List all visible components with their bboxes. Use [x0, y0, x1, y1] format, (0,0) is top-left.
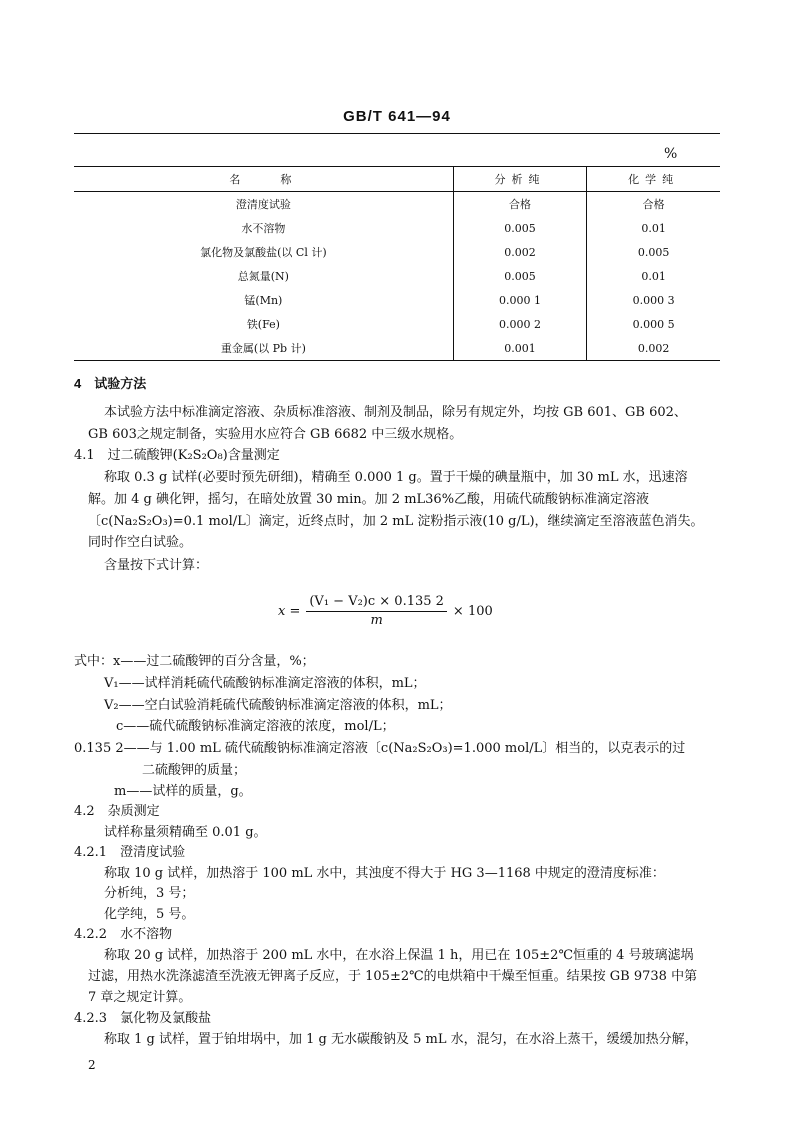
- section-4-2-2-heading: 4.2.2 水不溶物: [74, 927, 173, 942]
- table-header-row: [74, 167, 720, 192]
- cell-analytical: 0.002: [453, 240, 587, 264]
- cell-analytical: 合格: [453, 192, 587, 217]
- section-4-1-heading: 4.1 过二硫酸钾(K₂S₂O₈)含量测定: [74, 448, 280, 463]
- cell-chemical: 0.000 5: [587, 312, 720, 336]
- section-4-1-para-line-1: 称取 0.3 g 试样(必要时预先研细)，精确至 0.000 1 g。置于干燥的碘量瓶中，加 30 mL 水，迅速溶: [104, 470, 688, 485]
- cell-analytical: 0.005: [453, 216, 587, 240]
- section-4-2-1-para-line-3: 化学纯，5 号。: [104, 907, 195, 922]
- definition-c: c——硫代硫酸钠标准滴定溶液的浓度，mol/L；: [116, 719, 395, 734]
- page-number: 2: [88, 1058, 96, 1072]
- section-4-2-2-para-line-2: 过滤，用热水洗涤滤渣至洗液无钾离子反应，于 105±2℃的电烘箱中干燥至恒重。结果按 GB 9738 中第: [88, 969, 698, 984]
- spec-table: [74, 166, 720, 361]
- cell-item: 重金属(以 Pb 计): [74, 336, 453, 361]
- header-name: 名 称: [229, 173, 298, 186]
- formula-lhs: x =: [278, 603, 301, 619]
- section-4-2-3-heading: 4.2.3 氯化物及氯酸盐: [74, 1011, 212, 1026]
- cell-item: 水不溶物: [241, 222, 286, 235]
- definition-x: 式中：x——过二硫酸钾的百分含量，%；: [74, 654, 315, 669]
- section-4-2-para: 试样称量须精确至 0.01 g。: [104, 825, 267, 840]
- header-chemical-grade: 化学纯: [587, 167, 720, 192]
- table-row: [74, 216, 720, 240]
- header-rule: [74, 133, 720, 134]
- cell-chemical: 0.01: [587, 264, 720, 288]
- definition-v2: V₂——空白试验消耗硫代硫酸钠标准滴定溶液的体积，mL；: [104, 698, 452, 713]
- section-4-2-3-para-line-1: 称取 1 g 试样，置于铂坩埚中，加 1 g 无水碳酸钠及 5 mL 水，混匀，在水浴上蒸干，缓缓加热分解，: [104, 1032, 698, 1047]
- section-4-1-para-line-2: 解。加 4 g 碘化钾，摇匀，在暗处放置 30 min。加 2 mL36%乙酸，用硫代硫酸钠标准滴定溶液: [88, 492, 650, 507]
- section-4-intro-line-1: 本试验方法中标准滴定溶液、杂质标准溶液、制剂及制品，除另有规定外，均按 GB 601、GB 602、: [104, 405, 687, 420]
- cell-item: 氯化物及氯酸盐(以 Cl 计): [200, 246, 327, 259]
- table-row: [74, 240, 720, 264]
- cell-chemical: 0.002: [587, 336, 720, 361]
- cell-item: 总氮量(N): [237, 270, 289, 283]
- cell-chemical: 0.005: [587, 240, 720, 264]
- formula-numerator: (V₁ − V₂)c × 0.135 2: [306, 594, 447, 612]
- cell-analytical: 0.001: [453, 336, 587, 361]
- table-unit: %: [664, 146, 678, 162]
- header-analytical-grade: 分析纯: [453, 167, 587, 192]
- table-row: [74, 312, 720, 336]
- definition-constant: 0.135 2——与 1.00 mL 硫代硫酸钠标准滴定溶液〔c(Na₂S₂O₃)=1.000 mol/L〕相当的，以克表示的过: [74, 741, 686, 756]
- formula-multiplier: × 100: [452, 603, 493, 619]
- section-4-2-2-para-line-1: 称取 20 g 试样，加热溶于 200 mL 水中，在水浴上保温 1 h，用已在 105±2℃恒重的 4 号玻璃滤埚: [104, 948, 694, 963]
- content-formula: [278, 594, 493, 628]
- definition-v1: V₁——试样消耗硫代硫酸钠标准滴定溶液的体积，mL；: [104, 676, 426, 691]
- section-4-2-1-para-line-2: 分析纯，3 号；: [104, 886, 195, 901]
- section-4-2-heading: 4.2 杂质测定: [74, 804, 160, 819]
- section-4-2-1-heading: 4.2.1 澄清度试验: [74, 845, 186, 860]
- formula-denominator: m: [370, 613, 383, 628]
- section-4-1-para-line-3: 〔c(Na₂S₂O₃)=0.1 mol/L〕滴定，近终点时，加 2 mL 淀粉指示液(10 g/L)，继续滴定至溶液蓝色消失。: [88, 514, 704, 529]
- section-4-heading: 4 试验方法: [74, 376, 147, 391]
- page-header-standard-code: GB/T 641—94: [343, 108, 451, 125]
- definition-m: m——试样的质量，g。: [114, 784, 252, 799]
- cell-chemical: 0.000 3: [587, 288, 720, 312]
- cell-chemical: 0.01: [587, 216, 720, 240]
- section-4-1-para-line-4: 同时作空白试验。: [88, 535, 193, 550]
- cell-item: 锰(Mn): [244, 294, 283, 307]
- formula-fraction: [306, 594, 447, 628]
- cell-item: 澄清度试验: [235, 198, 291, 211]
- table-row: [74, 192, 720, 217]
- cell-chemical: 合格: [587, 192, 720, 217]
- definition-constant-cont: 二硫酸钾的质量；: [142, 763, 247, 778]
- cell-analytical: 0.005: [453, 264, 587, 288]
- cell-analytical: 0.000 2: [453, 312, 587, 336]
- cell-analytical: 0.000 1: [453, 288, 587, 312]
- table-row: [74, 264, 720, 288]
- section-4-2-1-para-line-1: 称取 10 g 试样，加热溶于 100 mL 水中，其浊度不得大于 HG 3—1168 中规定的澄清度标准：: [104, 866, 665, 881]
- section-4-2-2-para-line-3: 7 章之规定计算。: [88, 990, 192, 1005]
- calc-intro: 含量按下式计算：: [104, 558, 209, 573]
- section-4-intro-line-2: GB 603之规定制备，实验用水应符合 GB 6682 中三级水规格。: [88, 427, 463, 442]
- cell-item: 铁(Fe): [246, 318, 280, 331]
- table-row: [74, 336, 720, 361]
- table-row: [74, 288, 720, 312]
